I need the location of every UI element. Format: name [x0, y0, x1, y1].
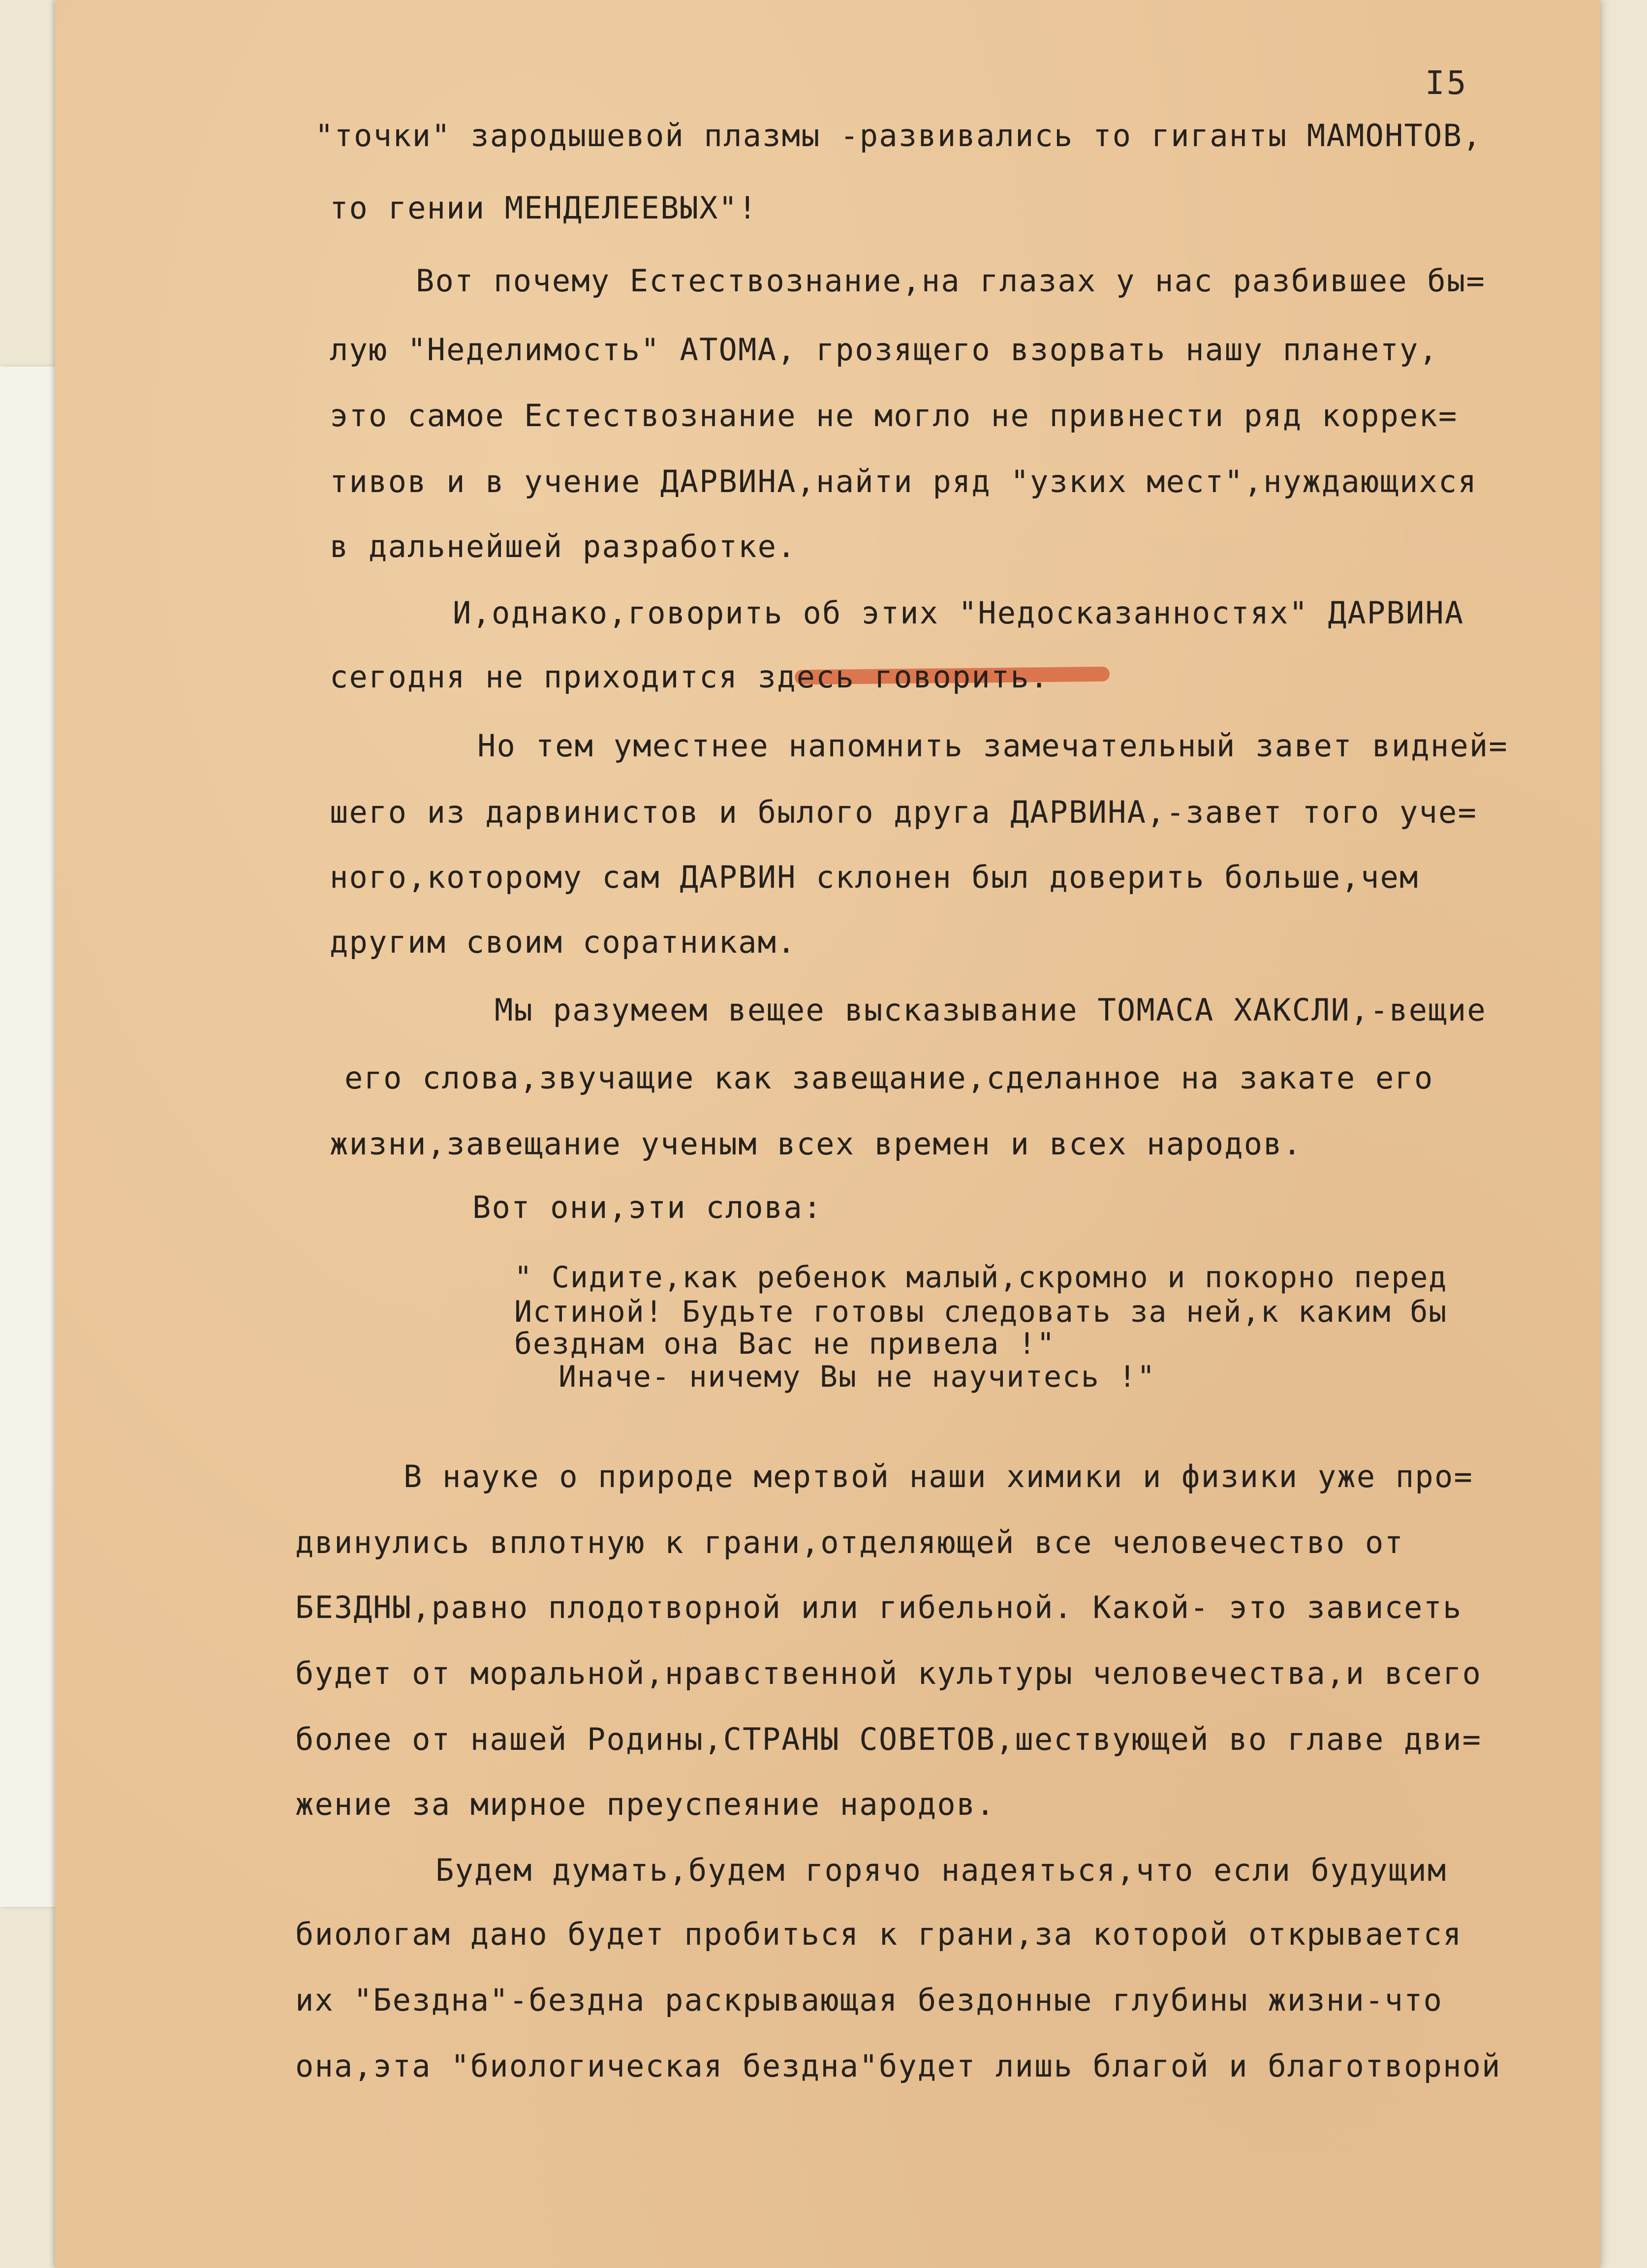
- text-line: тивов и в учение ДАРВИНА,найти ряд "узких мест",нуждающихся: [330, 464, 1478, 499]
- quote-line: безднам она Вас не привела !": [514, 1327, 1056, 1361]
- text-line: Будем думать,будем горячо надеяться,что если будущим: [435, 1852, 1447, 1888]
- page-number: I5: [1425, 64, 1468, 102]
- quote-line: Истиной! Будьте готовы следовать за ней,к каким бы: [514, 1295, 1448, 1329]
- text-line: Мы разумеем вещее высказывание ТОМАСА ХАКСЛИ,-вещие: [495, 992, 1487, 1028]
- text-line: биологам дано будет пробиться к грани,за которой открывается: [295, 1916, 1462, 1952]
- text-line: Но тем уместнее напомнить замечательный завет видней=: [477, 728, 1508, 764]
- text-line: она,эта "биологическая бездна"будет лишь благой и благотворной: [295, 2048, 1501, 2084]
- quote-line: Иначе- ничему Вы не научитесь !": [559, 1360, 1156, 1394]
- text-line: В науке о природе мертвой наши химики и физики уже про=: [404, 1459, 1473, 1494]
- text-line: "точки" зародышевой плазмы -развивались то гиганты МАМОНТОВ,: [315, 118, 1482, 154]
- text-line: его слова,звучащие как завещание,сделанное на закате его: [344, 1060, 1434, 1096]
- text-line: это самое Естествознание не могло не привнести ряд коррек=: [330, 398, 1458, 434]
- text-line: лую "Неделимость" АТОМА, грозящего взорвать нашу планету,: [330, 332, 1439, 368]
- text-line: сегодня не приходится здесь говорить.: [330, 659, 1050, 695]
- text-line: Вот они,эти слова:: [472, 1189, 823, 1225]
- text-line: жение за мирное преуспеяние народов.: [295, 1786, 995, 1822]
- text-line: в дальнейшей разработке.: [330, 528, 797, 564]
- text-line: то гении МЕНДЕЛЕЕВЫХ"!: [330, 190, 758, 226]
- text-line: их "Бездна"-бездна раскрывающая бездонные глубины жизни-что: [295, 1982, 1443, 2018]
- text-line: жизни,завещание ученым всех времен и всех народов.: [330, 1126, 1303, 1162]
- text-line: будет от моральной,нравственной культуры человечества,и всего: [295, 1655, 1482, 1691]
- text-line: другим своим соратникам.: [330, 924, 797, 960]
- text-line: двинулись вплотную к грани,отделяющей все человечество от: [295, 1524, 1404, 1560]
- text-line: БЕЗДНЫ,равно плодотворной или гибельной. Какой- это зависеть: [295, 1589, 1462, 1625]
- text-line: шего из дарвинистов и былого друга ДАРВИНА,-завет того уче=: [330, 794, 1478, 830]
- quote-line: " Сидите,как ребенок малый,скромно и покорно перед: [514, 1260, 1448, 1295]
- text-line: ного,которому сам ДАРВИН склонен был доверить больше,чем: [330, 859, 1419, 895]
- text-line: Вот почему Естествознание,на глазах у нас разбившее бы=: [416, 263, 1486, 299]
- text-line: И,однако,говорить об этих "Недосказанностях" ДАРВИНА: [453, 595, 1464, 631]
- text-line: более от нашей Родины,СТРАНЫ СОВЕТОВ,шествующей во главе дви=: [295, 1721, 1482, 1757]
